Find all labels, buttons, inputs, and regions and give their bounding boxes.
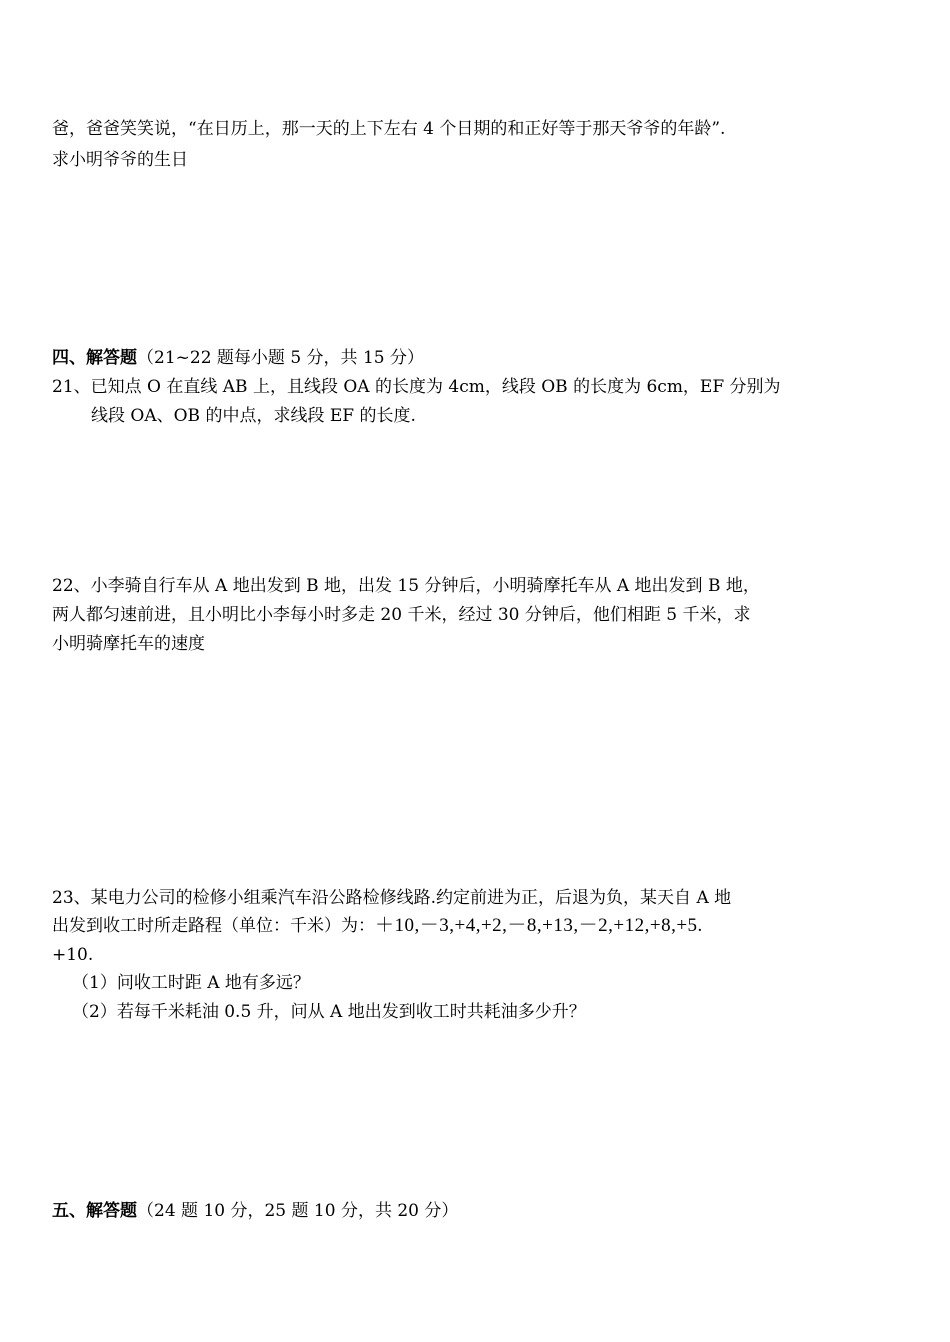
section-5-note: （24 题 10 分，25 题 10 分，共 20 分） bbox=[137, 1201, 459, 1221]
q22-line-1: 22、小李骑自行车从 A 地出发到 B 地，出发 15 分钟后，小明骑摩托车从 A 地出发到 B 地， bbox=[52, 576, 760, 596]
q23-line-3: +10. bbox=[52, 945, 94, 965]
q22-line-2: 两人都匀速前进，且小明比小李每小时多走 20 千米，经过 30 分钟后，他们相距 5 千米，求 bbox=[52, 605, 751, 625]
q21-line-1: 21、已知点 O 在直线 AB 上，且线段 OA 的长度为 4cm，线段 OB 的长度为 6cm，EF 分别为 bbox=[52, 377, 781, 397]
section-5-title: 五、解答题 bbox=[52, 1201, 137, 1221]
q23-line-2 bbox=[52, 915, 703, 937]
q23-line-2-text: 出发到收工时所走路程（单位：千米）为： bbox=[52, 916, 375, 936]
q20-line-1: 爸，爸爸笑笑说，“在日历上，那一天的上下左右 4 个日期的和正好等于那天爷爷的年龄”. bbox=[52, 119, 726, 139]
q20-line-2: 求小明爷爷的生日 bbox=[52, 150, 188, 170]
section-4-heading bbox=[52, 347, 424, 369]
q22-line-3: 小明骑摩托车的速度 bbox=[52, 634, 205, 654]
section-4-title: 四、解答题 bbox=[52, 348, 137, 368]
q23-line-1: 23、某电力公司的检修小组乘汽车沿公路检修线路.约定前进为正，后退为负，某天自 A 地 bbox=[52, 888, 732, 908]
q23-distance-list: ＋10,－3,+4,+2,－8,+13,－2,+12,+8,+5. bbox=[375, 915, 703, 936]
q23-part-2: （2）若每千米耗油 0.5 升，问从 A 地出发到收工时共耗油多少升？ bbox=[72, 1002, 586, 1022]
q23-part-1: （1）问收工时距 A 地有多远？ bbox=[72, 973, 310, 993]
section-5-heading bbox=[52, 1200, 458, 1222]
q21-line-2: 线段 OA、OB 的中点，求线段 EF 的长度. bbox=[91, 406, 416, 426]
section-4-note: （21~22 题每小题 5 分，共 15 分） bbox=[137, 348, 424, 368]
